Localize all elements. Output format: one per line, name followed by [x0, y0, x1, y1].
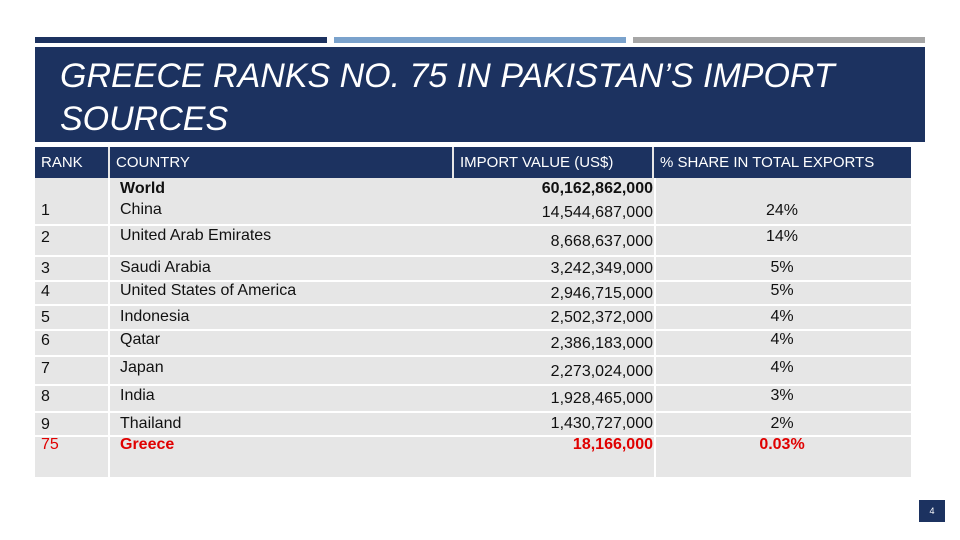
row-divider: [35, 304, 911, 306]
import-value-cell: 14,544,687,000: [541, 204, 653, 221]
rank-cell: 1: [41, 202, 50, 219]
import-value-cell: 2,502,372,000: [550, 309, 653, 326]
rank-cell: 8: [41, 388, 50, 405]
accent-bar-gray: [633, 37, 925, 43]
import-value-cell: 2,946,715,000: [550, 285, 653, 302]
country-cell: United States of America: [120, 282, 297, 299]
country-cell: United Arab Emirates: [120, 227, 272, 244]
country-cell: World: [120, 180, 166, 197]
import-value-cell: 1,928,465,000: [550, 390, 653, 407]
country-cell: Japan: [120, 359, 164, 376]
header-import-value: IMPORT VALUE (US$): [454, 147, 652, 178]
row-divider: [35, 411, 911, 413]
country-cell: Saudi Arabia: [120, 259, 211, 276]
share-cell: 4%: [770, 308, 794, 325]
header-country: COUNTRY: [110, 147, 452, 178]
share-cell: 24%: [765, 202, 799, 219]
slide-title: GREECE RANKS NO. 75 IN PAKISTAN’S IMPORT SOURCES: [60, 57, 835, 138]
country-cell: India: [120, 387, 155, 404]
rank-cell: 4: [41, 283, 50, 300]
country-cell-highlight: Greece: [120, 436, 175, 453]
rank-cell: 7: [41, 360, 50, 377]
accent-bar-dark: [35, 37, 327, 43]
column-divider: [108, 178, 110, 477]
share-cell: 3%: [770, 387, 794, 404]
country-cell: Thailand: [120, 415, 182, 432]
share-cell: 5%: [770, 282, 794, 299]
share-cell: 5%: [770, 259, 794, 276]
header-share: % SHARE IN TOTAL EXPORTS: [654, 147, 911, 178]
import-value-cell: 2,273,024,000: [550, 363, 653, 380]
import-value-cell: 1,430,727,000: [550, 415, 653, 432]
import-value-cell: 2,386,183,000: [550, 335, 653, 352]
title-banner: [35, 47, 925, 142]
import-value-cell: 60,162,862,000: [541, 180, 653, 197]
row-divider: [35, 355, 911, 357]
import-table: [35, 147, 911, 477]
rank-cell-highlight: 75: [41, 436, 59, 453]
page-number: 4: [919, 500, 945, 522]
country-cell: Indonesia: [120, 308, 190, 325]
rank-cell: 3: [41, 260, 50, 277]
share-cell: 4%: [770, 359, 794, 376]
rank-cell: 5: [41, 309, 50, 326]
share-cell-highlight: 0.03%: [759, 436, 805, 453]
accent-bar-light: [334, 37, 626, 43]
share-cell: 2%: [770, 415, 794, 432]
import-value-cell: 8,668,637,000: [550, 233, 653, 250]
share-cell: 4%: [770, 331, 794, 348]
country-cell: China: [120, 201, 162, 218]
row-divider: [35, 255, 911, 257]
country-cell: Qatar: [120, 331, 161, 348]
import-value-cell-highlight: 18,166,000: [572, 436, 653, 453]
share-cell: 14%: [765, 228, 799, 245]
header-rank: RANK: [35, 147, 108, 178]
import-value-cell: 3,242,349,000: [550, 260, 653, 277]
rank-cell: 6: [41, 332, 50, 349]
rank-cell: 9: [41, 416, 50, 433]
column-divider: [654, 178, 656, 477]
rank-cell: 2: [41, 229, 50, 246]
